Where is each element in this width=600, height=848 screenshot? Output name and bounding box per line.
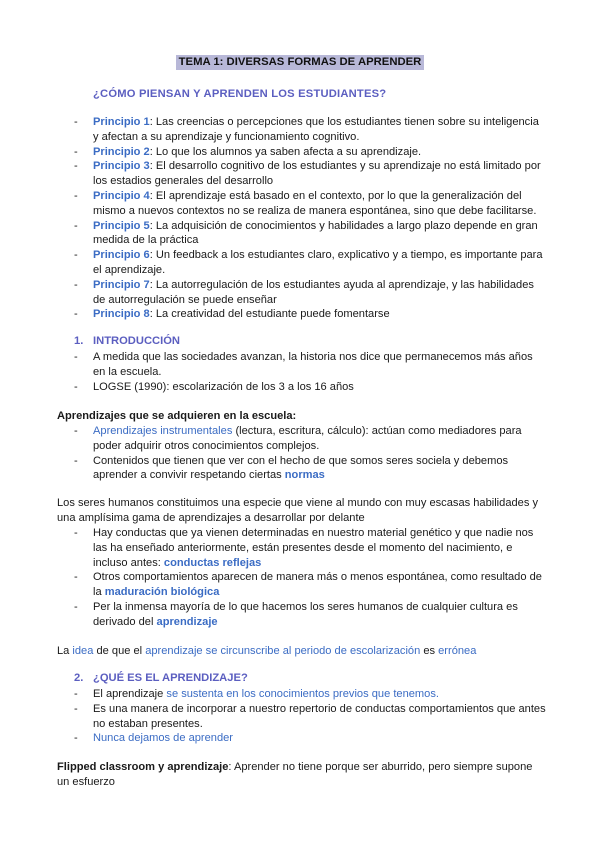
list-item: - Principio 7: La autorregulación de los estudiantes ayuda al aprendizaje, y las habilidades de autorregulación se puede enseñar [74,278,534,306]
list-item: - Principio 6: Un feedback a los estudiantes claro, explicativo y a tiempo, es importante para el aprendizaje. [74,249,543,276]
learning-definition-list [0,687,600,746]
humans-list [0,526,600,630]
list-item: - Otros comportamientos aparecen de manera más o menos espontánea, como resultado de la maduración biológica [74,571,542,599]
list-item: - Nunca dejamos de aprender [74,732,233,745]
learning-heading: Aprendizajes que se adquieren en la escuela: [57,410,297,422]
list-item: - Principio 4: El aprendizaje está basado en el contexto, por lo que la generalización del mismo a nuevos contextos no se realiza de manera espontánea, sino que debe facilitarse. [74,189,537,217]
list-item: - Es una manera de incorporar a nuestro repertorio de conductas comportamientos que antes no estaban presentes. [74,702,546,730]
flipped-paragraph: Flipped classroom y aprendizaje: Aprender no tiene porque ser aburrido, pero siempre supone un esfuerzo [57,761,533,788]
question-heading: ¿CÓMO PIENSAN Y APRENDEN LOS ESTUDIANTES? [93,88,387,100]
list-item: - Principio 3: El desarrollo cognitivo de los estudiantes y su aprendizaje no está limitado por los estadios generales del desarrollo [74,160,541,188]
humans-paragraph: Los seres humanos constituimos una especie que viene al mundo con muy escasas habilidades y una amplísima gama de aprendizajes a desarrollar por delante [57,497,539,524]
document-title: TEMA 1: DIVERSAS FORMAS DE APRENDER [0,56,600,68]
list-item: - A medida que las sociedades avanzan, la historia nos dice que permanecemos más años en la escuela. [74,351,533,378]
list-item: - Hay conductas que ya vienen determinadas en nuestro material genético y que nadie nos las ha enseñado anteriormente, están presentes desde el momento del nacimiento, e incluso antes: conductas reflejas [74,527,534,569]
section-number: 2. [74,672,84,684]
list-item: - Principio 8: La creatividad del estudiante puede fomentarse [74,308,390,321]
section-number: 1. [74,335,84,347]
list-item: - El aprendizaje se sustenta en los conocimientos previos que tenemos. [74,688,439,700]
idea-line: La idea de que el aprendizaje se circunscribe al periodo de escolarización es errónea [57,645,477,657]
principles-list [0,115,600,322]
section-heading: ¿QUÉ ES EL APRENDIZAJE? [93,672,248,684]
list-item: - Principio 5: La adquisición de conocimientos y habilidades a largo plazo depende en gran medida de la práctica [74,219,538,247]
list-item: - Aprendizajes instrumentales (lectura, escritura, cálculo): actúan como mediadores para poder adquirir otros conocimientos complejos. [74,425,522,452]
intro-list [0,350,600,394]
list-item: - LOGSE (1990): escolarización de los 3 a los 16 años [74,380,354,393]
learning-list [0,424,600,483]
section-heading: INTRODUCCIÓN [93,335,181,347]
list-item: - Contenidos que tienen que ver con el hecho de que somos seres sociela y debemos aprender a convivir respetando ciertas normas [74,454,509,482]
list-item: - Principio 2: Lo que los alumnos ya saben afecta a su aprendizaje. [74,145,422,158]
list-item: - Principio 1: Las creencias o percepciones que los estudiantes tienen sobre su inteligencia y afectan a su aprendizaje y funcionamiento cognitivo. [74,116,539,143]
list-item: - Per la inmensa mayoría de lo que hacemos los seres humanos de cualquier cultura es derivado del aprendizaje [74,600,518,628]
